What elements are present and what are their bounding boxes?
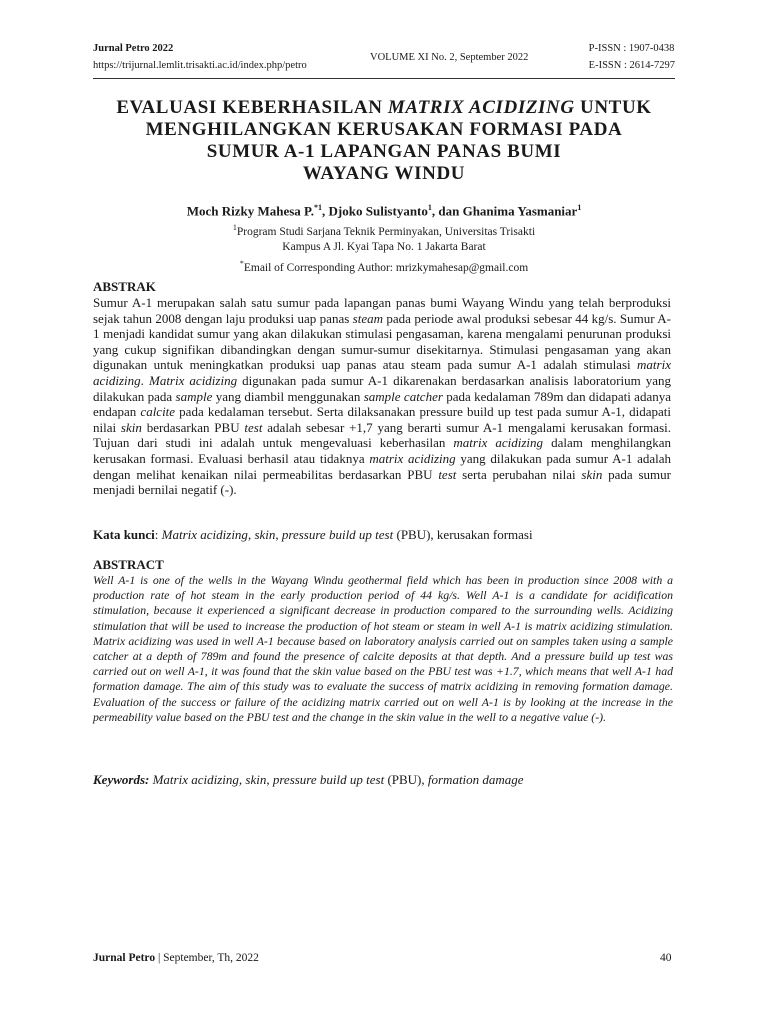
paper-title (93, 97, 675, 185)
header-rule (93, 78, 675, 79)
journal-name: Jurnal Petro 2022 (93, 43, 174, 54)
abstrak-heading: ABSTRAK (93, 279, 156, 294)
kata-kunci: Kata kunci: Matrix acidizing, skin, pressure build up test (PBU), kerusakan formasi (93, 527, 533, 542)
title-line-1: EVALUASI KEBERHASILAN MATRIX ACIDIZING UNTUK (116, 97, 652, 118)
abstract-body: Well A-1 is one of the wells in the Wayang Windu geothermal field which has been in production since 2008 with a production rate of hot steam in the early production period of 44 kg/s. Well A-1 is a candidate for acidification stimulation, because it experienced a significant decrease in production compared to the surrounding wells. Acidizing stimulation that will be used to increase the production of hot steam or steam in well A-1 is matrix acidizing stimulation. Matrix acidizing was used in well A-1 because based on laboratory analysis carried out on samples taken using a sample catcher at a depth of 789m and found the presence of calcite deposits at that depth. And a pressure build up test was carried out on well A-1, it was found that the skin value based on the PBU test was +1.7, which means that well A-1 had formation damage. The aim of this study was to evaluate the success of matrix acidizing in removing formation damage. Evaluation of the success or failure of the acidizing matrix carried out on well A-1 is by looking at the increase in the permeability value based on the PBU test and the change in the skin value in the well to a negative value (-). (93, 573, 673, 724)
pissn: P-ISSN : 1907-0438 (588, 43, 675, 54)
volume-info: VOLUME XI No. 2, September 2022 (370, 52, 529, 63)
footer-journal: Jurnal Petro | September, Th, 2022 (93, 952, 259, 964)
keywords: Keywords: Matrix acidizing, skin, pressure build up test (PBU), formation damage (93, 772, 524, 787)
eissn: E-ISSN : 2614-7297 (588, 60, 675, 71)
issn-info (589, 40, 675, 74)
title-line-4: WAYANG WINDU (302, 163, 466, 184)
title-line-3: SUMUR A-1 LAPANGAN PANAS BUMI (206, 141, 562, 162)
header-left (93, 40, 307, 74)
page-header (93, 40, 675, 76)
affiliation: $^1$Program Studi Sarjana Teknik Perminyakan, Universitas Trisakti Kampus A Jl. Kyai Tapa No. 1 Jakarta Barat *Email of Corresponding Author: mrizkymahesap@gmail.com (232, 223, 536, 274)
title-line-2: MENGHILANGKAN KERUSAKAN FORMASI PADA (145, 119, 623, 140)
author-list: Moch Rizky Mahesa P.$^{*1}$, Djoko Sulistyanto$^1$, dan Ghanima Yasmaniar$^1$ (186, 203, 582, 219)
abstrak-body: Sumur A-1 merupakan salah satu sumur pada lapangan panas bumi Wayang Windu yang telah berproduksi sejak tahun 2008 dengan laju produksi uap panas steam pada periode awal produksi sebesar 44 kg/s. Sumur A-1 menjadi kandidat sumur yang akan dilakukan stimulasi pengasaman, karena mengalami penurunan produksi yang cukup signifikan dibandingkan dengan sumur-sumur disekitarnya. Stimulasi pengasaman yang akan digunakan untuk meningkatkan produksi uap panas atau steam pada sumur A-1 adalah stimulasi matrix acidizing. Matrix acidizing digunakan pada sumur A-1 dikarenakan berdasarkan analisis laboratorium yang dilakukan pada sample yang diambil menggunakan sample catcher pada kedalaman 789m dan didapati adanya endapan calcite pada kedalaman tersebut. Serta dilaksanakan pressure build up test pada sumur A-1, didapati nilai skin berdasarkan PBU test adalah sebesar +1,7 yang berarti sumur A-1 mengalami kerusakan formasi. Tujuan dari studi ini adalah untuk mengevaluasi keberhasilan matrix acidizing dalam menghilangkan kerusakan formasi. Evaluasi berhasil atau tidaknya matrix acidizing yang dilakukan pada sumur A-1 adalah dengan melihat kenaikan nilai permeabilitas berdasarkan PBU test serta perubahan nilai skin pada sumur menjadi bernilai negatif (-). (93, 295, 672, 498)
abstract-heading: ABSTRACT (93, 557, 164, 572)
journal-url[interactable]: https://trijurnal.lemlit.trisakti.ac.id/index.php/petro (93, 60, 307, 71)
page-number: 40 (660, 952, 672, 964)
corresponding-email[interactable]: Email of Corresponding Author: mrizkymahesap@gmail.com (243, 261, 529, 274)
